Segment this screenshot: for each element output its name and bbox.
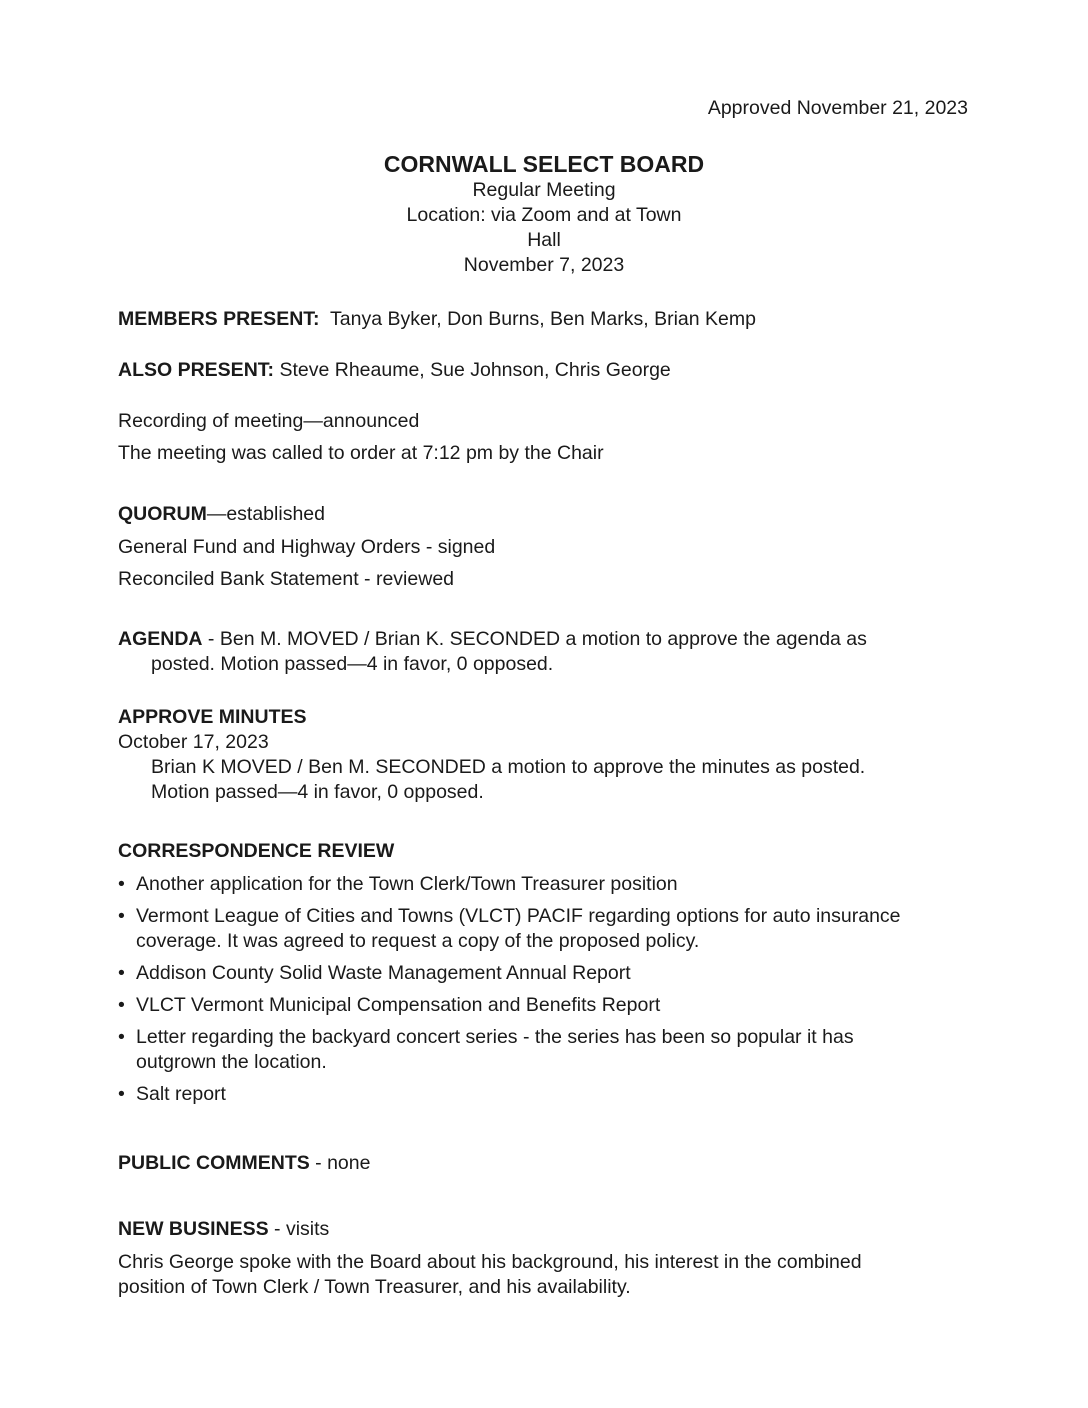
list-item-text-cont: outgrown the location. — [136, 1051, 327, 1073]
orders-signed: General Fund and Highway Orders - signed — [118, 536, 496, 558]
bullet: • — [118, 873, 125, 895]
agenda-text: - Ben M. MOVED / Brian K. SECONDED a motion to approve the agenda as — [202, 628, 867, 650]
public-comments-label: PUBLIC COMMENTS — [118, 1152, 310, 1174]
document-title: CORNWALL SELECT BOARD — [383, 151, 705, 177]
meeting-location-line1: Location: via Zoom and at Town — [406, 204, 682, 226]
members-present-label: MEMBERS PRESENT: — [118, 308, 320, 330]
quorum-label: QUORUM — [118, 503, 207, 525]
correspondence-list — [118, 872, 988, 1114]
new-business-label: NEW BUSINESS — [118, 1218, 269, 1240]
list-item — [118, 1025, 988, 1075]
also-present-label: ALSO PRESENT: — [118, 359, 275, 381]
minutes-date: October 17, 2023 — [118, 731, 269, 753]
list-item — [118, 1082, 988, 1107]
agenda-line2: posted. Motion passed—4 in favor, 0 opposed. — [151, 653, 554, 675]
also-present — [118, 358, 671, 383]
minutes-motion-line2: Motion passed—4 in favor, 0 opposed. — [151, 781, 484, 803]
quorum — [118, 502, 325, 527]
list-item — [118, 961, 988, 986]
bullet: • — [118, 1083, 125, 1105]
list-item-text-cont: coverage. It was agreed to request a copy of the proposed policy. — [136, 930, 700, 952]
list-item-text: VLCT Vermont Municipal Compensation and Benefits Report — [136, 994, 661, 1016]
bullet: • — [118, 1026, 125, 1048]
bullet: • — [118, 962, 125, 984]
list-item — [118, 993, 988, 1018]
approval-date: Approved November 21, 2023 — [707, 97, 968, 119]
meeting-date: November 7, 2023 — [463, 254, 625, 276]
list-item — [118, 872, 988, 897]
list-item-text: Salt report — [136, 1083, 226, 1105]
correspondence-heading: CORRESPONDENCE REVIEW — [118, 840, 395, 862]
new-business-line2: position of Town Clerk / Town Treasurer, and his availability. — [118, 1276, 631, 1298]
recording-note: Recording of meeting—announced — [118, 410, 420, 432]
also-present-value: Steve Rheaume, Sue Johnson, Chris George — [279, 359, 671, 381]
minutes-motion-line1: Brian K MOVED / Ben M. SECONDED a motion to approve the minutes as posted. — [151, 756, 866, 778]
bullet: • — [118, 905, 125, 927]
list-item-text: Letter regarding the backyard concert series - the series has been so popular it has — [136, 1026, 854, 1048]
members-present — [118, 307, 756, 332]
new-business-line1: Chris George spoke with the Board about his background, his interest in the combined — [118, 1251, 862, 1273]
public-comments-value: - none — [309, 1152, 371, 1174]
quorum-value: —established — [206, 503, 325, 525]
list-item-text: Addison County Solid Waste Management Annual Report — [136, 962, 631, 984]
agenda-label: AGENDA — [118, 628, 203, 650]
list-item — [118, 904, 988, 954]
list-item-text: Vermont League of Cities and Towns (VLCT) PACIF regarding options for auto insurance — [136, 905, 901, 927]
document-header — [344, 150, 744, 278]
meeting-type: Regular Meeting — [472, 179, 616, 201]
meeting-location-line2: Hall — [527, 229, 561, 251]
call-to-order: The meeting was called to order at 7:12 pm by the Chair — [118, 442, 604, 464]
public-comments — [118, 1151, 370, 1176]
bullet: • — [118, 994, 125, 1016]
bank-statement: Reconciled Bank Statement - reviewed — [118, 568, 455, 590]
new-business-value: - visits — [268, 1218, 330, 1240]
new-business — [118, 1217, 329, 1242]
approve-minutes-heading: APPROVE MINUTES — [118, 706, 307, 728]
agenda-line1 — [118, 627, 867, 652]
list-item-text: Another application for the Town Clerk/Town Treasurer position — [136, 873, 678, 895]
members-present-value: Tanya Byker, Don Burns, Ben Marks, Brian Kemp — [330, 308, 756, 330]
